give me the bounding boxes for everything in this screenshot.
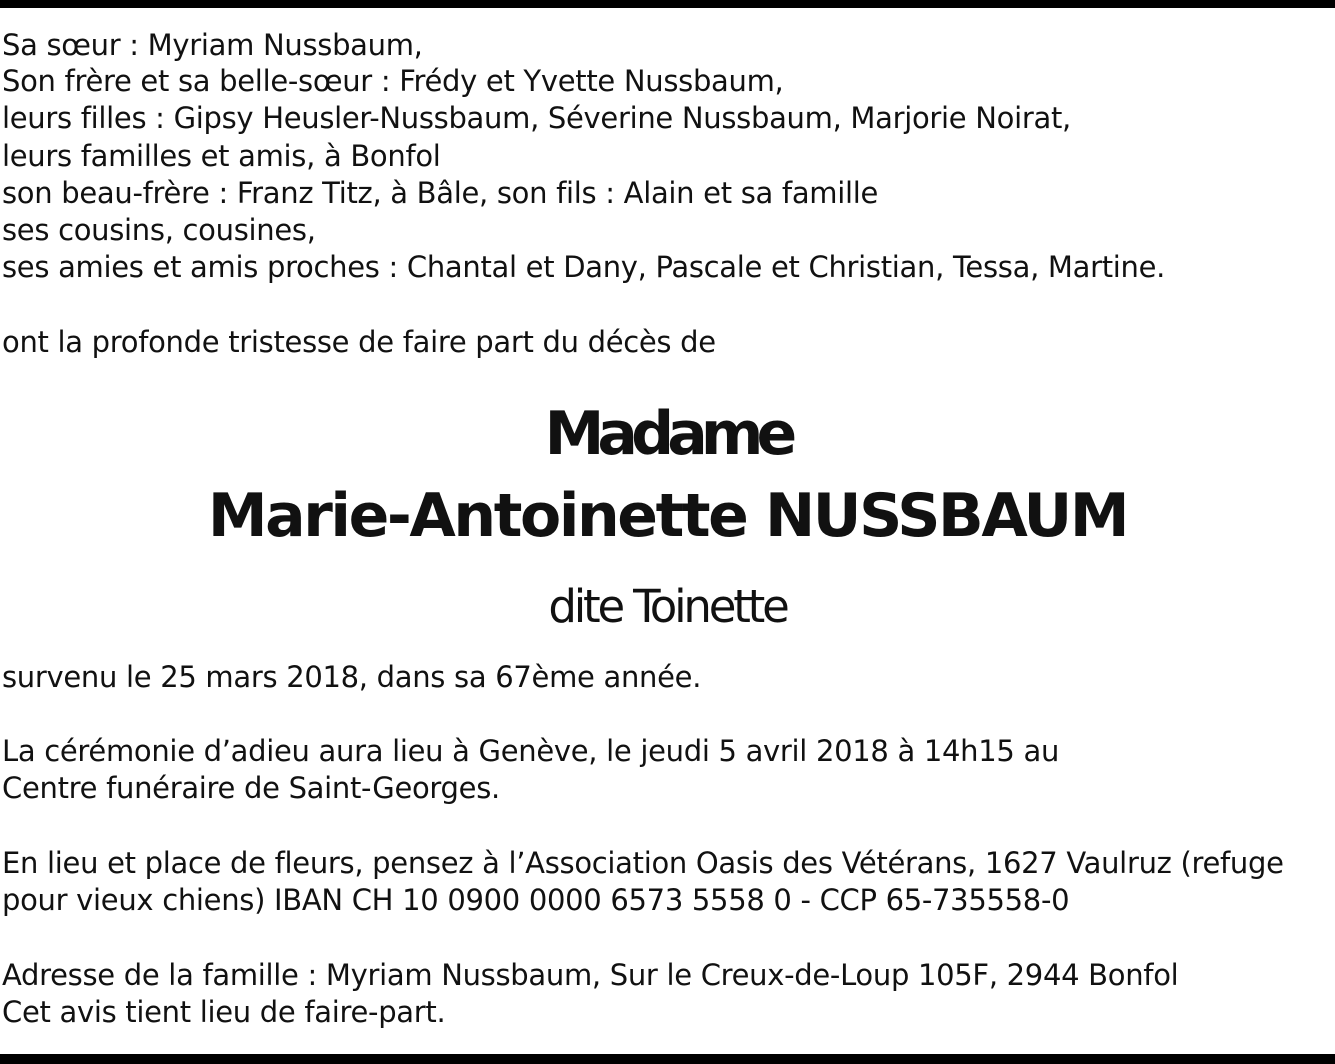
- family-address: Adresse de la famille : Myriam Nussbaum, Sur le Creux-de-Loup 105F, 2944 Bonfol: [2, 958, 1179, 992]
- bottom-rule: [0, 1054, 1335, 1064]
- announcement-text: ont la profonde tristesse de faire part du décès de: [2, 325, 716, 359]
- closing-note: Cet avis tient lieu de faire-part.: [2, 995, 446, 1029]
- nickname: dite Toinette: [548, 580, 787, 633]
- family-line: Son frère et sa belle-sœur : Frédy et Yvette Nussbaum,: [2, 64, 784, 98]
- honorific: Madame: [544, 399, 791, 469]
- family-line: ses cousins, cousines,: [2, 213, 316, 247]
- top-rule: [0, 0, 1335, 8]
- family-line: leurs familles et amis, à Bonfol: [2, 139, 441, 173]
- family-line: leurs filles : Gipsy Heusler-Nussbaum, Séverine Nussbaum, Marjorie Noirat,: [2, 101, 1071, 135]
- death-info: survenu le 25 mars 2018, dans sa 67ème année.: [2, 660, 702, 694]
- ceremony-line: La cérémonie d’adieu aura lieu à Genève, le jeudi 5 avril 2018 à 14h15 au: [2, 734, 1060, 768]
- family-line: Sa sœur : Myriam Nussbaum,: [2, 28, 423, 62]
- family-line: ses amies et amis proches : Chantal et Dany, Pascale et Christian, Tessa, Martine.: [2, 250, 1166, 284]
- family-line: son beau-frère : Franz Titz, à Bâle, son fils : Alain et sa famille: [2, 176, 879, 210]
- ceremony-line: Centre funéraire de Saint-Georges.: [2, 771, 500, 805]
- donation-line: pour vieux chiens) IBAN CH 10 0900 0000 6573 5558 0 - CCP 65-735558-0: [2, 883, 1070, 917]
- deceased-name: Marie-Antoinette NUSSBAUM: [207, 481, 1128, 551]
- donation-line: En lieu et place de fleurs, pensez à l’Association Oasis des Vétérans, 1627 Vaulruz (refuge: [2, 846, 1284, 880]
